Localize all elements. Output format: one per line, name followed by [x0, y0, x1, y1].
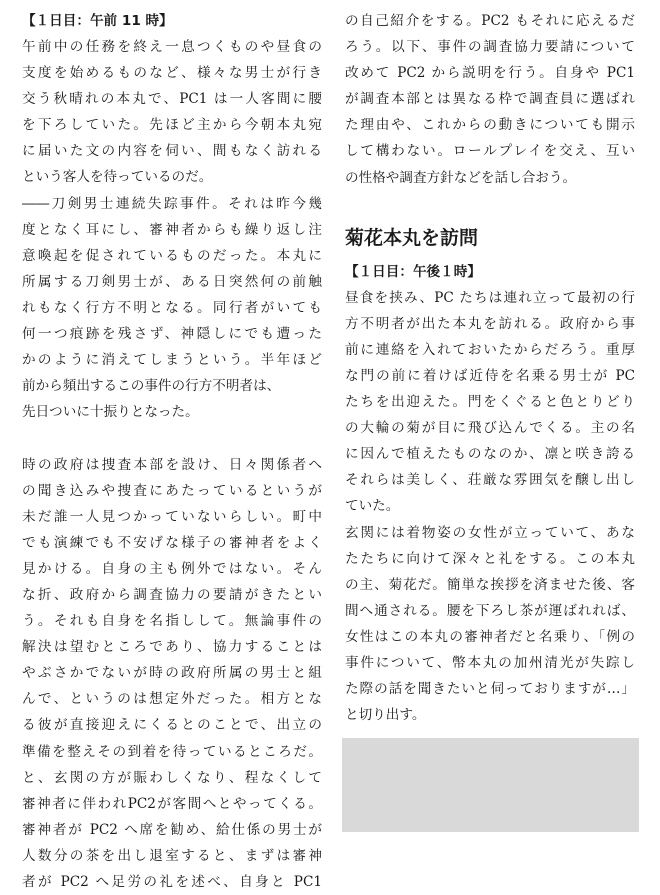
text-line: た際の話を聞きたいと伺っておりますが…」 — [345, 676, 635, 702]
text-line: る彼が直接迎えにくるとのことで、出立の — [22, 712, 322, 738]
text-line: 審神者に伴われPC2が客間へとやってくる。 — [22, 791, 322, 817]
text-line: れもなく行方不明となる。同行者がいても — [22, 295, 322, 321]
text-line: それらは美しく、荘厳な雰囲気を醸し出し — [345, 467, 635, 493]
text-line: かのように消えてしまうという。半年ほど — [22, 347, 322, 373]
text-line: に届いた文の内容を伺い、間もなく訪れる — [22, 138, 322, 164]
paragraph-introductions — [345, 8, 635, 191]
text-line: 午前中の任務を終え一息つくものや昼食の — [22, 34, 322, 60]
text-line: んで、というのは想定外だった。相方とな — [22, 686, 322, 712]
right-column — [345, 8, 635, 728]
text-line: た理由や、これからの動きについても開示 — [345, 112, 635, 138]
text-line: 昼食を挟み、PC たちは連れ立って最初の行 — [345, 285, 635, 311]
text-line: の性格や調査方針などを話し合おう。 — [345, 165, 635, 191]
text-line: う。それも自身を名指しして。無論事件の — [22, 608, 322, 634]
text-line: たちを出迎えた。門をくぐると色とりどり — [345, 389, 635, 415]
paragraph-intro — [22, 34, 322, 425]
text-line: の聞き込みや捜査にあたっているというが — [22, 478, 322, 504]
text-line: して構わない。ロールプレイを交え、互い — [345, 138, 635, 164]
text-line: 者が PC2 へ足労の礼を述べ、自身と PC1 — [22, 869, 322, 895]
text-line: ――刀剣男士連続失踪事件。それは昨今幾 — [22, 191, 322, 217]
text-line: という客人を待っているのだ。 — [22, 164, 322, 190]
text-line: ていた。 — [345, 493, 635, 519]
text-line: 審神者が PC2 へ席を勧め、給仕係の男士が — [22, 817, 322, 843]
section-subheading-afternoon: 【１日目：午後１時】 — [345, 259, 635, 285]
text-line: 支度を始めるものなど、様々な男士が行き — [22, 60, 322, 86]
paragraph-visit — [345, 285, 635, 729]
text-line: の大輪の菊が目に飛び込んでくる。主の名 — [345, 415, 635, 441]
text-line: 前に連絡を入れておいたからだろう。重厚 — [345, 337, 635, 363]
text-line: やぶさかでないが時の政府所属の男士と組 — [22, 660, 322, 686]
text-line: たたちに向けて深々と礼をする。この本丸 — [345, 546, 635, 572]
left-column — [22, 8, 322, 895]
text-line: の主、菊花だ。簡単な挨拶を済ませた後、客 — [345, 572, 635, 598]
text-line: を下ろしていた。先ほど主から今朝本丸宛 — [22, 112, 322, 138]
text-line: 事件について、幣本丸の加州清光が失踪し — [345, 650, 635, 676]
paragraph-gap — [22, 425, 322, 451]
text-line: 玄関には着物姿の女性が立っていて、あな — [345, 520, 635, 546]
text-line: 時の政府は捜査本部を設け、日々関係者へ — [22, 452, 322, 478]
text-line: 度となく耳にし、審神者からも繰り返し注 — [22, 217, 322, 243]
text-line: でも演練でも不安げな様子の審神者をよく — [22, 530, 322, 556]
text-line: と切り出す。 — [345, 702, 635, 728]
text-line: 女性はこの本丸の審神者だと名乗り、「例の — [345, 624, 635, 650]
section-subheading-morning: 【１日目：午前 11 時】 — [22, 8, 322, 34]
text-line: 人数分の茶を出し退室すると、まずは審神 — [22, 843, 322, 869]
paragraph-investigation — [22, 452, 322, 895]
text-line: な門の前に着けば近侍を名乗る男士が PC — [345, 363, 635, 389]
text-line: 改めて PC2 から説明を行う。自身や PC1 — [345, 60, 635, 86]
text-line: 方不明者が出た本丸を訪れる。政府から事 — [345, 311, 635, 337]
text-line: 準備を整えその到着を待っているところだ。 — [22, 739, 322, 765]
text-line: 未だ誰一人見つかっていないらしい。町中 — [22, 504, 322, 530]
text-line: な折、政府から調査協力の要請がきたとい — [22, 582, 322, 608]
text-line: 交う秋晴れの本丸で、PC1 は一人客間に腰 — [22, 86, 322, 112]
text-line: 解決は望むところであり、協力することは — [22, 634, 322, 660]
text-line: 何一つ痕跡を残さず、神隠しにでも遭った — [22, 321, 322, 347]
image-placeholder — [342, 738, 639, 832]
section-heading: 菊花本丸を訪問 — [345, 217, 635, 259]
text-line: が調査本部とは異なる枠で調査員に選ばれ — [345, 86, 635, 112]
text-line: 前から頻出するこの事件の行方不明者は、 — [22, 373, 322, 399]
text-line: の自己紹介をする。PC2 もそれに応えるだ — [345, 8, 635, 34]
text-line: に因んで植えたものなのか、凛と咲き誇る — [345, 441, 635, 467]
text-line: ろう。以下、事件の調査協力要請について — [345, 34, 635, 60]
text-line: 所属する刀剣男士が、ある日突然何の前触 — [22, 269, 322, 295]
text-line: 間へ通される。腰を下ろし茶が運ばれれば、 — [345, 598, 635, 624]
text-line: 先日ついに十振りとなった。 — [22, 399, 322, 425]
text-line: 見かける。自身の主も例外ではない。そん — [22, 556, 322, 582]
text-line: 意喚起を促されているものだった。本丸に — [22, 243, 322, 269]
text-line: と、玄関の方が賑わしくなり、程なくして — [22, 765, 322, 791]
